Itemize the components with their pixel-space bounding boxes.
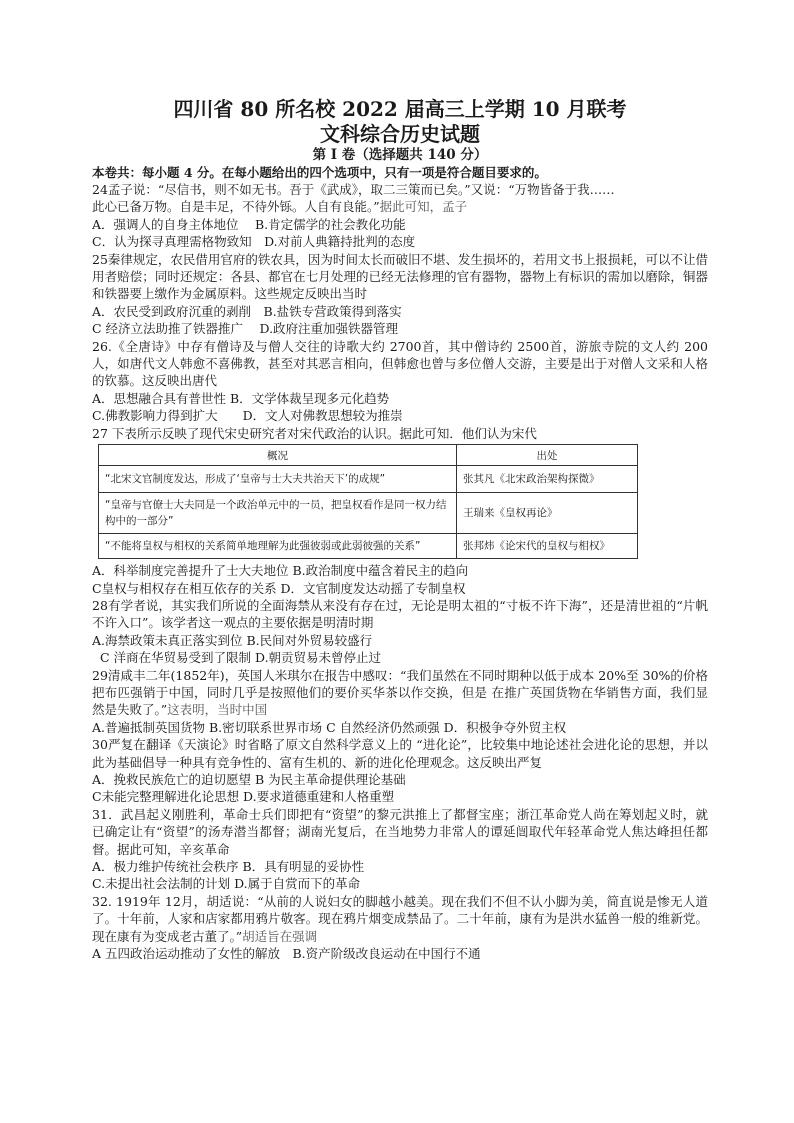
question-24-options-cd: C．认为探寻真理需格物致知 D.对前人典籍持批判的态度	[92, 234, 416, 250]
question-28	[92, 597, 708, 667]
question-29	[92, 667, 708, 737]
question-30-stem: 30严复在翻译《天演论》时省略了原文自然科学意义上的 “进化论”，比较集中地论述社会进化论的思想，并以此为基础倡导一种具有竞争性的、富有生机的、新的进化伦理观念。这反映出严复	[92, 737, 708, 770]
question-24	[92, 181, 708, 251]
question-25-stem: 25秦律规定，农民借用官府的铁农具，因为时间太长而破旧不堪、发生损坏的，若用文书上报损耗，可以不让借用者赔偿；同时还规定：各县、都官在七月处理的已经无法修理的官有器物，器物上有标识的需加以磨除，铜器和铁器要上缴作为金属原料。这些规定反映出当时	[92, 251, 708, 302]
table-row	[99, 493, 638, 534]
table-cell-quote: “不能将皇权与相权的关系简单地理解为此强彼弱或此弱彼强的关系”	[99, 534, 457, 559]
table-cell-quote: “皇帝与官僚士大夫同是一个政治单元中的一员，把皇权看作是同一权力结构中的一部分”	[99, 493, 457, 534]
table-row	[99, 466, 638, 493]
question-29-options: A.普遍抵制英国货物 B.密切联系世界市场 C 自然经济仍然顽强 D．积极争夺外贸主权	[92, 719, 567, 735]
table-row	[99, 534, 638, 559]
question-31-options-ab: A．极力维护传统社会秩序 B．具有明显的妥协性	[92, 859, 365, 874]
question-31-options-cd: C.未提出社会法制的计划 D.属于自赏而下的革命	[92, 876, 361, 892]
exam-subtitle: 文科综合历史试题	[320, 122, 480, 146]
question-29-stem: 29清咸丰二年(1852年)，英国人米琪尔在报告中感叹：“我们虽然在不同时期种以低于成本 20%至 30%的价格把布匹强销于中国，同时几乎是按照他们的要价买华茶以作交换，但是 在推广英国货物在华销售方面，我们显然是失败了。”	[92, 667, 708, 718]
question-26-options-cd: C.佛教影响力得到扩大 D．文人对佛教思想较为推崇	[92, 408, 403, 424]
question-28-options-cd: C 洋商在华贸易受到了限制 D.朝贡贸易未曾停止过	[100, 650, 382, 666]
question-24-stem-line2	[92, 198, 708, 215]
question-30	[92, 736, 708, 806]
exam-page	[92, 96, 708, 962]
table-header-row	[99, 445, 638, 466]
question-32-stem-paragraph	[92, 893, 708, 945]
question-28-options-ab: A.海禁政策未真正落实到位 B.民间对外贸易较盛行	[92, 632, 373, 648]
question-25	[92, 251, 708, 338]
table-header-overview: 概况	[99, 445, 457, 466]
question-27-options-cd: C皇权与相权存在相互依存的关系 D．文官制度发达动摇了专制皇权	[92, 580, 466, 596]
question-27	[92, 425, 708, 597]
question-30-options-ab: A．挽救民族危亡的迫切愿望 B 为民主革命提供理论基础	[92, 771, 406, 787]
question-31	[92, 806, 708, 893]
question-32-stem: 32. 1919年 12月，胡适说：“从前的人说妇女的脚越小越美。现在我们不但不认小脚为美，简直说是惨无人道了。十年前，人家和店家都用鸦片敬客。现在鸦片烟变成禁品了。二十年前，康有为是洪水猛兽一般的维新党。现在康有为变成老古董了。”	[92, 893, 708, 944]
question-28-stem: 28有学者说，其实我们所说的全面海禁从来没有存在过，无论是明太祖的“寸板不许下海”，还是清世祖的“片帆不许入口”。该学者这一观点的主要依据是明清时期	[92, 597, 708, 631]
question-26	[92, 338, 708, 425]
question-26-options-ab: A．思想融合具有普世性 B．文学体裁呈现多元化趋势	[92, 390, 390, 406]
question-31-stem: 31．武昌起义刚胜利，革命士兵们即把有“资望”的黎元洪推上了都督宝座；浙江革命党人尚在筹划起义时，就已确定让有“资望”的汤寿潜当都督；湖南光复后，在当地势力非常人的谭延闿取代年轻革命党人焦达峰担任都督。据此可知，辛亥革命	[92, 806, 708, 857]
question-32	[92, 893, 708, 963]
question-24-stem-line1: 24孟子说：“尽信书，则不如无书。吾于《武成》，取二三策而已矣。”又说：“万物皆备于我……	[92, 182, 615, 197]
section-heading: 第 I 卷（选择题共 140 分）	[312, 147, 488, 163]
source-table	[98, 444, 638, 559]
table-cell-quote: “北宋文官制度发达，形成了‘皇帝与士大夫共治天下’的成规”	[99, 466, 457, 493]
question-29-stem-paragraph	[92, 667, 708, 719]
exam-title: 四川省 80 所名校 2022 届高三上学期 10 月联考	[173, 97, 627, 121]
question-25-options-ab: A．农民受到政府沉重的剥削 B.盐铁专营政策得到落实	[92, 303, 402, 319]
question-24-stem-text: 此心已备万物。自是丰足，不待外铄。人自有良能。”	[92, 199, 380, 215]
question-29-stem-prompt: 这表明，当时中国	[167, 702, 268, 718]
question-27-stem: 27 下表所示反映了现代宋史研究者对宋代政治的认识。据此可知．他们认为宋代	[92, 425, 537, 441]
table-cell-source: 张其凡《北宋政治架构探微》	[457, 466, 638, 493]
question-27-options-ab: A．科举制度完善提升了士大夫地位 B.政治制度中蕴含着民主的趋向	[92, 563, 469, 579]
question-30-options-cd: C未能完整理解进化论思想 D.要求道德重建和人格重塑	[92, 789, 395, 805]
question-26-stem: 26.《全唐诗》中存有僧诗及与僧人交往的诗歌大约 2700首，其中僧诗约 2500首，游旅寺院的文人约 200人，如唐代文人韩愈不喜佛教，甚至对其恶言相向，但韩愈也曾与多位僧人交游，主要是出于对僧人文采和人格的钦慕。这反映出唐代	[92, 338, 708, 389]
question-25-options-cd: C 经济立法助推了铁器推广 D.政府注重加强铁器管理	[92, 321, 399, 337]
instructions: 本卷共：每小题 4 分。在每小题给出的四个选项中，只有一项是符合题目要求的。	[92, 165, 547, 180]
table-cell-source: 王瑞来《皇权再论》	[457, 493, 638, 534]
question-24-stem-prompt: 据此可知，孟子	[379, 199, 468, 215]
table-cell-source: 张邦炜《论宋代的皇权与相权》	[457, 534, 638, 559]
table-header-source: 出处	[457, 445, 638, 466]
question-24-options-ab: A．强调人的自身主体地位 B.肯定儒学的社会教化功能	[92, 216, 406, 232]
question-32-options-ab: A 五四政治运动推动了女性的解放 B.资产阶级改良运动在中国行不通	[92, 946, 481, 962]
question-32-stem-prompt: 胡适旨在强调	[242, 928, 318, 944]
